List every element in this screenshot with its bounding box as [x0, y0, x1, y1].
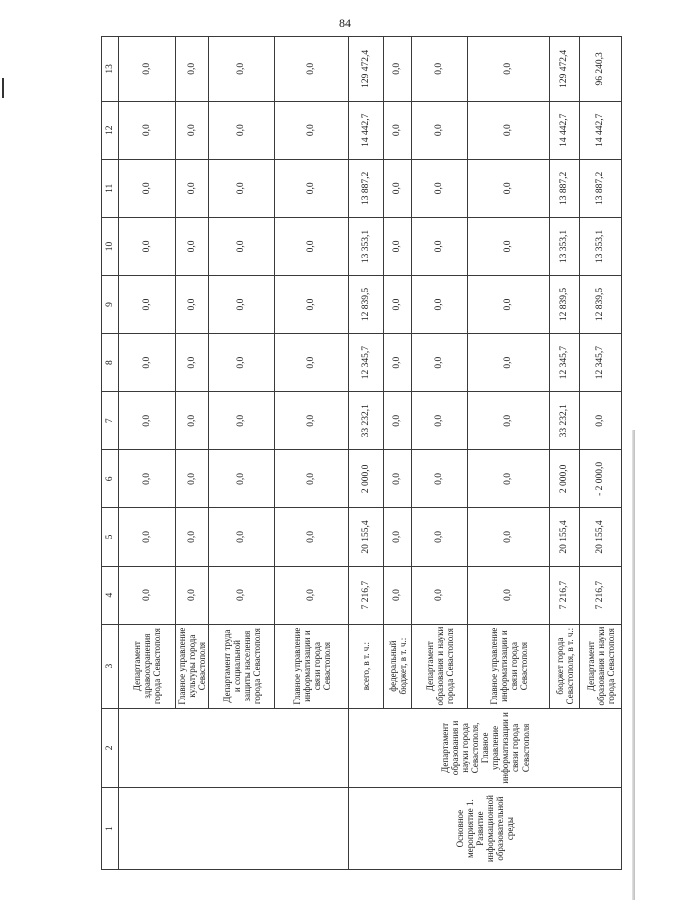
row-label: Департамент труда и социальной защиты населения города Севастополя — [209, 624, 275, 708]
value-cell: 0,0 — [176, 508, 209, 566]
value-cell: 0,0 — [209, 275, 275, 333]
value-cell: 0,0 — [468, 566, 550, 624]
value-cell: 0,0 — [275, 217, 349, 275]
column-header: 2 — [102, 708, 119, 788]
value-cell: 0,0 — [275, 37, 349, 102]
value-cell: 0,0 — [209, 392, 275, 450]
row-label: Главное управление информатизации и связи города Севастополя — [468, 624, 550, 708]
column-header: 12 — [102, 101, 119, 159]
value-cell: 33 232,1 — [349, 392, 384, 450]
value-cell: 0,0 — [412, 450, 468, 508]
rotated-table-wrapper — [101, 36, 616, 870]
value-cell: 0,0 — [412, 37, 468, 102]
value-cell: 0,0 — [176, 392, 209, 450]
column-header: 3 — [102, 624, 119, 708]
empty-cell — [119, 788, 349, 870]
value-cell: 0,0 — [119, 334, 176, 392]
value-cell: 0,0 — [209, 101, 275, 159]
value-cell: 0,0 — [209, 159, 275, 217]
value-cell: 13 353,1 — [550, 217, 580, 275]
value-cell: 13 353,1 — [580, 217, 622, 275]
value-cell: 0,0 — [176, 566, 209, 624]
value-cell: 0,0 — [209, 37, 275, 102]
value-cell: 2 000,0 — [349, 450, 384, 508]
value-cell: 7 216,7 — [550, 566, 580, 624]
value-cell: - 2 000,0 — [580, 450, 622, 508]
row-label: всего, в т. ч.: — [349, 624, 384, 708]
value-cell: 0,0 — [580, 392, 622, 450]
value-cell: 12 839,5 — [580, 275, 622, 333]
value-cell: 0,0 — [119, 392, 176, 450]
row-label: федеральный бюджет, в т. ч.: — [384, 624, 412, 708]
value-cell: 0,0 — [412, 334, 468, 392]
value-cell: 0,0 — [412, 566, 468, 624]
value-cell: 0,0 — [275, 566, 349, 624]
column-header: 5 — [102, 508, 119, 566]
value-cell: 12 345,7 — [349, 334, 384, 392]
value-cell: 0,0 — [119, 37, 176, 102]
value-cell: 129 472,4 — [349, 37, 384, 102]
value-cell: 14 442,7 — [550, 101, 580, 159]
column-header: 6 — [102, 450, 119, 508]
row-label: бюджет города Севастополя, в т. ч.: — [550, 624, 580, 708]
table-row — [349, 37, 384, 870]
value-cell: 0,0 — [384, 37, 412, 102]
margin-mark — [2, 78, 4, 98]
value-cell: 0,0 — [119, 159, 176, 217]
value-cell: 0,0 — [275, 508, 349, 566]
value-cell: 0,0 — [384, 508, 412, 566]
value-cell: 0,0 — [384, 101, 412, 159]
column-header: 4 — [102, 566, 119, 624]
funding-table — [101, 36, 622, 870]
value-cell: 7 216,7 — [349, 566, 384, 624]
value-cell: 0,0 — [412, 159, 468, 217]
row-label: Департамент образования и науки города Севастополя — [580, 624, 622, 708]
value-cell: 7 216,7 — [580, 566, 622, 624]
value-cell: 0,0 — [468, 217, 550, 275]
value-cell: 13 887,2 — [580, 159, 622, 217]
value-cell: 0,0 — [176, 217, 209, 275]
column-header: 8 — [102, 334, 119, 392]
page-number: 84 — [339, 16, 351, 30]
column-header: 11 — [102, 159, 119, 217]
value-cell: 0,0 — [176, 159, 209, 217]
value-cell: 129 472,4 — [550, 37, 580, 102]
value-cell: 0,0 — [384, 334, 412, 392]
column-header: 10 — [102, 217, 119, 275]
row-label: Главное управление информатизации и связи города Севастополя — [275, 624, 349, 708]
value-cell: 12 839,5 — [349, 275, 384, 333]
row-label: Департамент образования и науки города Севастополя — [412, 624, 468, 708]
table-row — [119, 37, 176, 870]
column-header: 9 — [102, 275, 119, 333]
value-cell: 0,0 — [412, 101, 468, 159]
column-header: 7 — [102, 392, 119, 450]
value-cell: 0,0 — [468, 450, 550, 508]
value-cell: 0,0 — [384, 159, 412, 217]
value-cell: 14 442,7 — [580, 101, 622, 159]
value-cell: 0,0 — [119, 566, 176, 624]
value-cell: 0,0 — [384, 217, 412, 275]
value-cell: 0,0 — [412, 217, 468, 275]
value-cell: 13 353,1 — [349, 217, 384, 275]
value-cell: 12 345,7 — [550, 334, 580, 392]
table-frame — [101, 36, 616, 870]
value-cell: 0,0 — [412, 392, 468, 450]
value-cell: 0,0 — [176, 37, 209, 102]
value-cell: 0,0 — [275, 450, 349, 508]
value-cell: 0,0 — [119, 275, 176, 333]
value-cell: 0,0 — [275, 334, 349, 392]
value-cell: 0,0 — [176, 101, 209, 159]
executors: Департамент образования и науки города Севастополя, Главное управление информатизации и связи города Севастополя — [349, 708, 622, 788]
value-cell: 0,0 — [384, 566, 412, 624]
column-number-row — [102, 37, 119, 870]
activity-name: Основное мероприятие 1. Развитие информационной образовательной среды — [349, 788, 622, 870]
value-cell: 33 232,1 — [550, 392, 580, 450]
value-cell: 0,0 — [468, 275, 550, 333]
value-cell: 13 887,2 — [550, 159, 580, 217]
value-cell: 0,0 — [412, 508, 468, 566]
row-label: Департамент здравоохранения города Севастополя — [119, 624, 176, 708]
empty-cell — [119, 708, 349, 788]
value-cell: 12 839,5 — [550, 275, 580, 333]
value-cell: 0,0 — [275, 392, 349, 450]
value-cell: 0,0 — [468, 101, 550, 159]
value-cell: 0,0 — [209, 334, 275, 392]
value-cell: 0,0 — [275, 159, 349, 217]
value-cell: 0,0 — [119, 508, 176, 566]
value-cell: 0,0 — [468, 334, 550, 392]
value-cell: 0,0 — [468, 508, 550, 566]
value-cell: 13 887,2 — [349, 159, 384, 217]
value-cell: 20 155,4 — [580, 508, 622, 566]
value-cell: 0,0 — [176, 450, 209, 508]
value-cell: 20 155,4 — [550, 508, 580, 566]
value-cell: 96 240,3 — [580, 37, 622, 102]
value-cell: 0,0 — [384, 275, 412, 333]
value-cell: 0,0 — [468, 37, 550, 102]
scan-edge — [632, 430, 635, 900]
value-cell: 0,0 — [468, 392, 550, 450]
value-cell: 0,0 — [209, 450, 275, 508]
value-cell: 0,0 — [209, 217, 275, 275]
value-cell: 0,0 — [275, 275, 349, 333]
value-cell: 0,0 — [119, 450, 176, 508]
value-cell: 14 442,7 — [349, 101, 384, 159]
value-cell: 0,0 — [176, 275, 209, 333]
column-header: 1 — [102, 788, 119, 870]
value-cell: 0,0 — [384, 450, 412, 508]
value-cell: 0,0 — [412, 275, 468, 333]
value-cell: 0,0 — [209, 566, 275, 624]
value-cell: 2 000,0 — [550, 450, 580, 508]
value-cell: 0,0 — [384, 392, 412, 450]
value-cell: 0,0 — [176, 334, 209, 392]
column-header: 13 — [102, 37, 119, 102]
value-cell: 0,0 — [119, 217, 176, 275]
value-cell: 12 345,7 — [580, 334, 622, 392]
value-cell: 0,0 — [468, 159, 550, 217]
row-label: Главное управление культуры города Севастополя — [176, 624, 209, 708]
value-cell: 0,0 — [119, 101, 176, 159]
value-cell: 0,0 — [209, 508, 275, 566]
value-cell: 0,0 — [275, 101, 349, 159]
value-cell: 20 155,4 — [349, 508, 384, 566]
